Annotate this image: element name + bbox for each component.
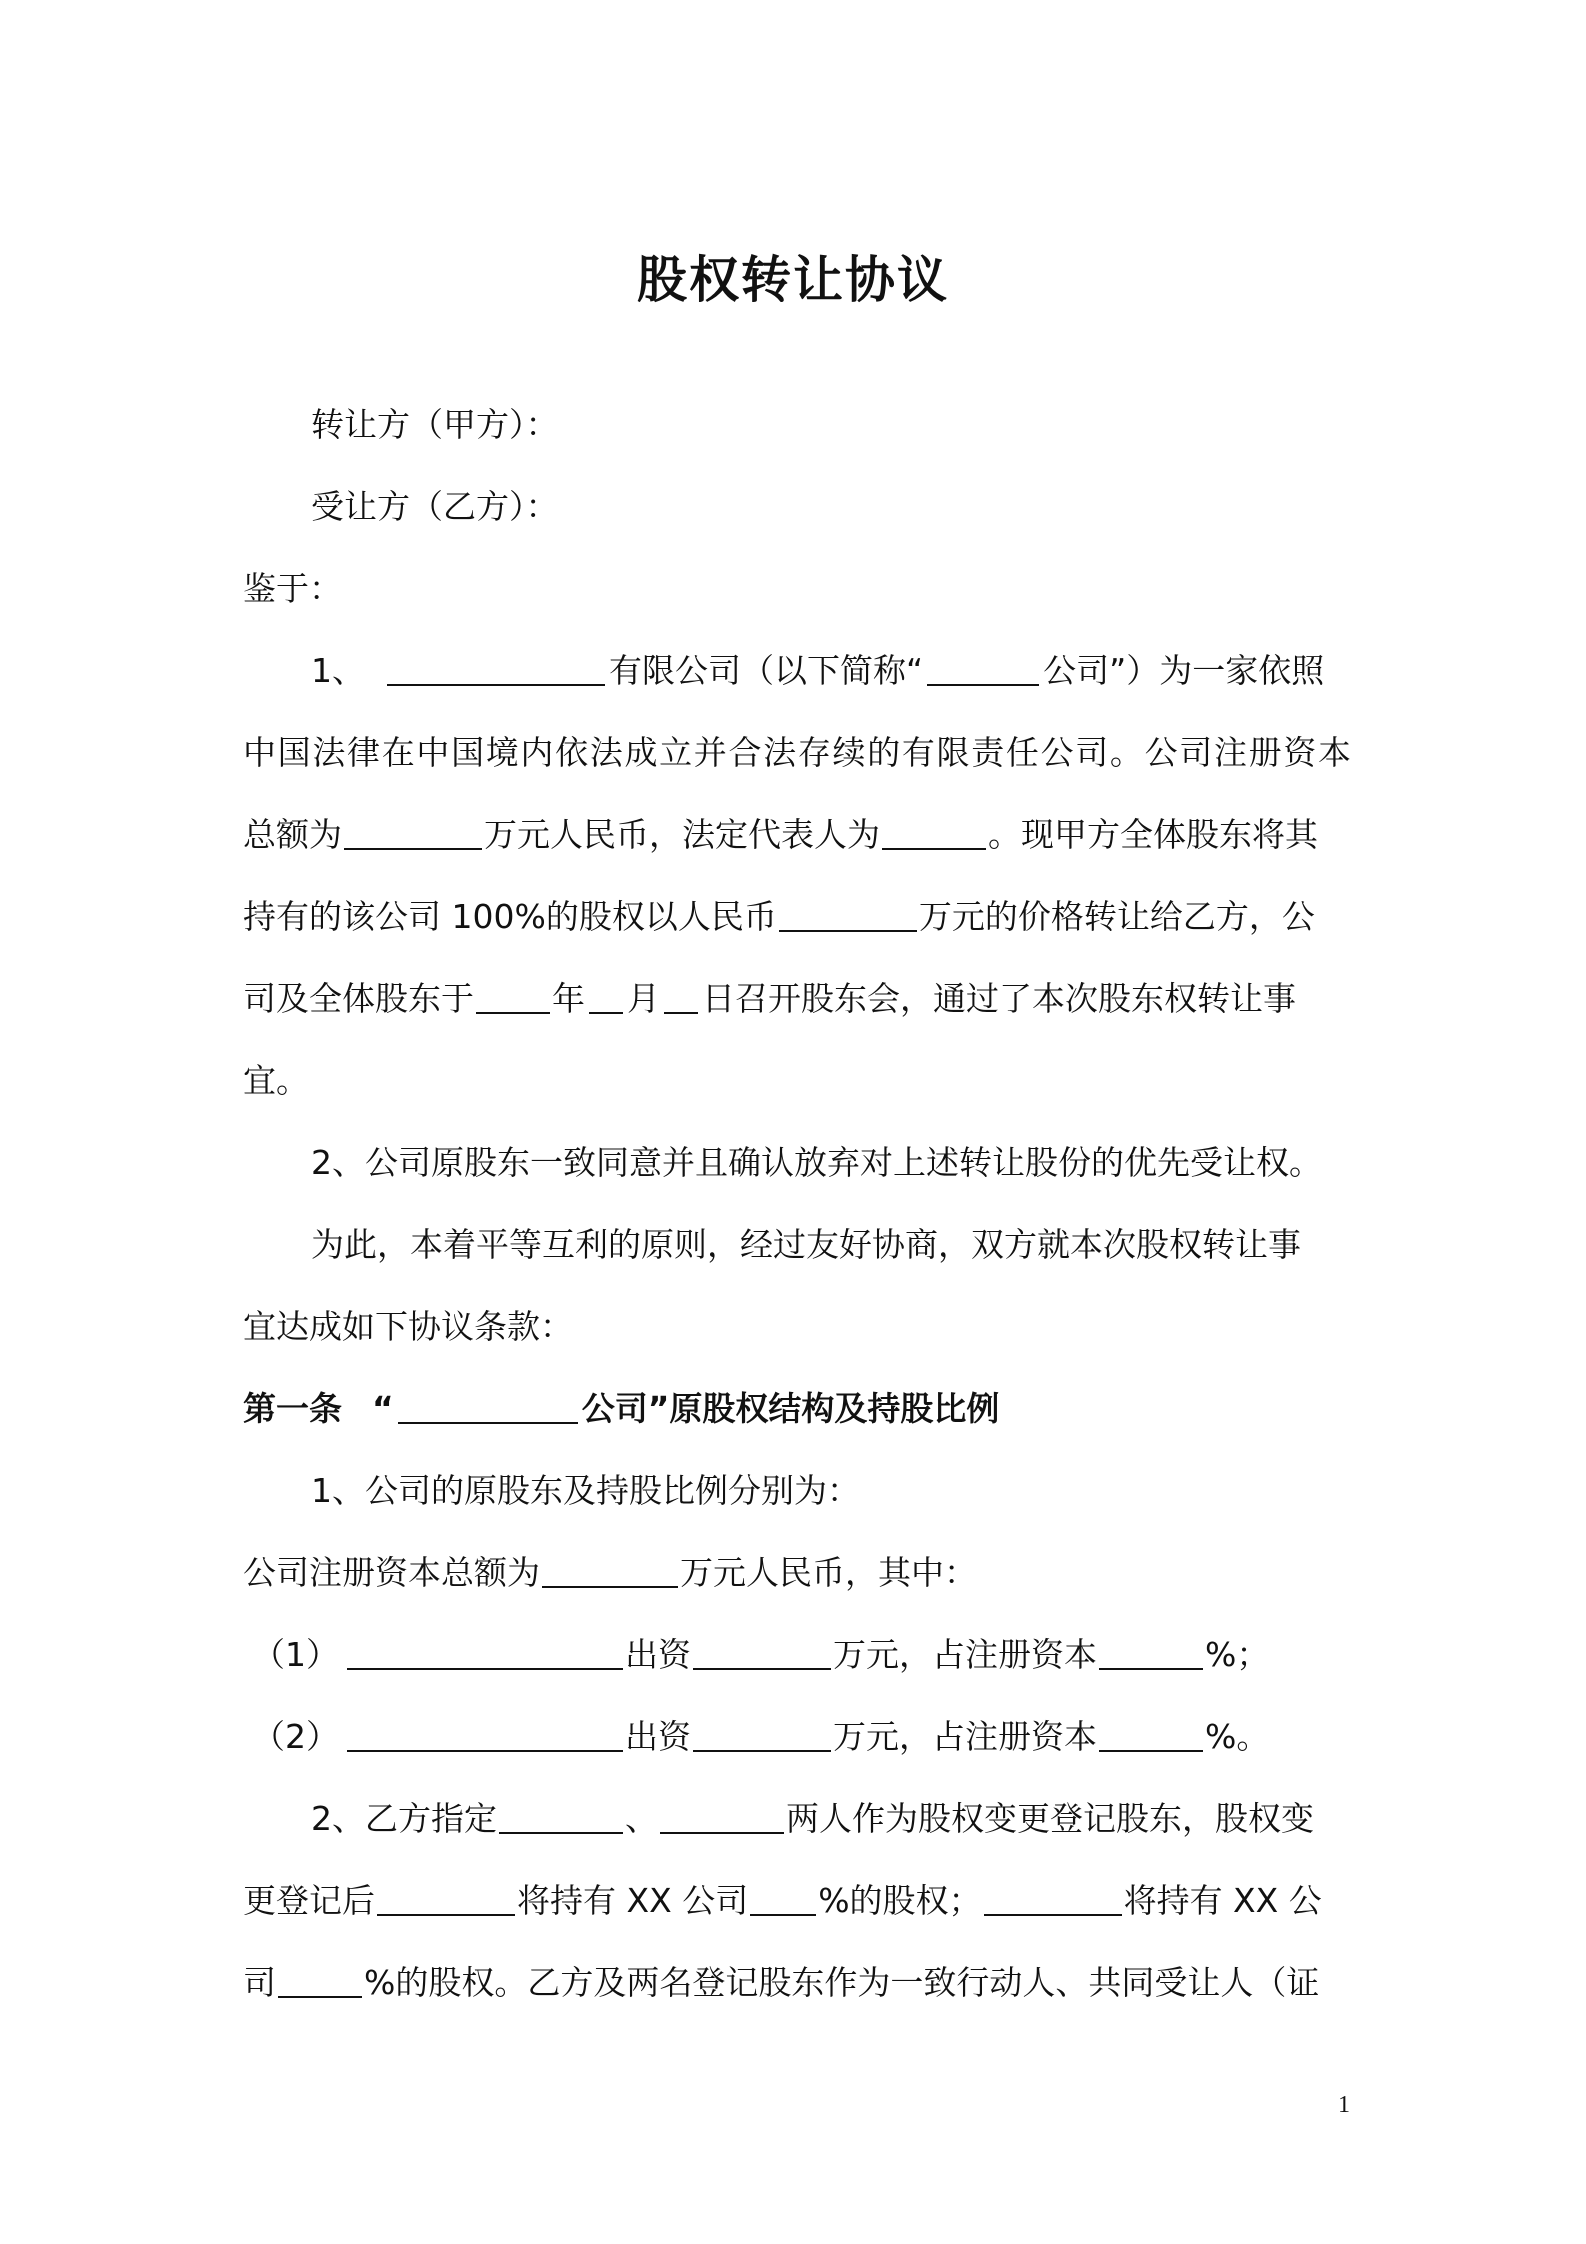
whereas-label: 鉴于： — [243, 569, 342, 608]
text-segment: 。现甲方全体股东将其 — [988, 815, 1318, 854]
contribution-blank — [693, 1638, 831, 1670]
day-blank — [664, 982, 698, 1014]
capital-amount-blank — [542, 1556, 678, 1588]
nominee-1-blank — [499, 1802, 623, 1834]
text-segment: 万元的价格转让给乙方，公 — [918, 897, 1315, 936]
text-segment: 司及全体股东于 — [243, 979, 474, 1018]
row-number: （1） — [252, 1635, 339, 1674]
text-segment: 1、公司的原股东及持股比例分别为： — [311, 1471, 860, 1510]
clause-1-line-1 — [311, 646, 1324, 696]
whereas-line — [243, 564, 342, 614]
quote-open: “ — [372, 1389, 394, 1428]
legal-rep-blank — [882, 818, 986, 850]
shareholder-name-blank — [347, 1720, 623, 1752]
text-segment: 万元，占注册资本 — [833, 1717, 1097, 1756]
text-segment: 有限公司（以下简称“ — [609, 651, 924, 690]
preamble-line-2 — [243, 1302, 573, 1352]
nominee-2-blank — [660, 1802, 784, 1834]
holder-2-blank — [984, 1884, 1122, 1916]
clause-1-line-5 — [243, 974, 1296, 1024]
text-segment: %。 — [1205, 1717, 1270, 1756]
transferor-line — [311, 400, 559, 450]
clause-1-line-6 — [243, 1056, 309, 1106]
text-segment: 1、 — [311, 651, 365, 690]
text-segment: %； — [1205, 1635, 1270, 1674]
text-segment: 持有的该公司 100%的股权以人民币 — [243, 897, 777, 936]
shareholder-name-blank — [347, 1638, 623, 1670]
shareholder-row-1 — [252, 1630, 1269, 1680]
text-segment: 2、公司原股东一致同意并且确认放弃对上述转让股份的优先受让权。 — [311, 1143, 1322, 1182]
text-segment: 宜。 — [243, 1061, 309, 1100]
text-segment: 公司注册资本总额为 — [243, 1553, 540, 1592]
company-name-blank — [387, 654, 605, 686]
text-segment: 公司”）为一家依照 — [1043, 651, 1325, 690]
document-title: 股权转让协议 — [637, 251, 949, 309]
clause-2-line — [311, 1138, 1322, 1188]
text-segment: 中国法律在中国境内依法成立并合法存续的有限责任公司。公司注册资本 — [243, 733, 1351, 772]
text-segment: %的股权。乙方及两名登记股东作为一致行动人、共同受让人（证 — [364, 1963, 1320, 2002]
text-segment: %的股权； — [818, 1881, 982, 1920]
text-segment: 两人作为股权变更登记股东，股权变 — [786, 1799, 1314, 1838]
text-segment: 出资 — [625, 1717, 691, 1756]
short-name-blank — [927, 654, 1039, 686]
text-segment: 日召开股东会，通过了本次股东权转让事 — [702, 979, 1296, 1018]
item-2-line-1 — [311, 1794, 1314, 1844]
price-blank — [779, 900, 917, 932]
preamble-line-1 — [311, 1220, 1301, 1270]
text-segment: 将持有 XX 公 — [1123, 1881, 1322, 1920]
article-label: 第一条 — [243, 1389, 342, 1428]
holder-2-percent-blank — [278, 1966, 362, 1998]
registered-capital-blank — [344, 818, 482, 850]
item-2-line-2 — [243, 1876, 1322, 1926]
text-segment: 将持有 XX 公司 — [517, 1881, 749, 1920]
page-number: 1 — [1338, 2092, 1350, 2118]
text-segment: 为此，本着平等互利的原则，经过友好协商，双方就本次股权转让事 — [311, 1225, 1301, 1264]
clause-1-line-4 — [243, 892, 1315, 942]
clause-1-line-2 — [243, 728, 1351, 778]
text-segment: 万元人民币，法定代表人为 — [484, 815, 880, 854]
transferor-label: 转让方（甲方）： — [311, 405, 559, 444]
percentage-blank — [1099, 1720, 1203, 1752]
percentage-blank — [1099, 1638, 1203, 1670]
text-segment: 总额为 — [243, 815, 342, 854]
capital-line — [243, 1548, 977, 1598]
text-segment: 月 — [627, 979, 660, 1018]
item-2-line-3 — [243, 1958, 1319, 2008]
holder-1-blank — [377, 1884, 515, 1916]
holder-1-percent-blank — [750, 1884, 816, 1916]
text-segment: 年 — [552, 979, 585, 1018]
text-segment: 司 — [243, 1963, 276, 2002]
text-segment: 宜达成如下协议条款： — [243, 1307, 573, 1346]
text-segment: 万元人民币，其中： — [680, 1553, 977, 1592]
clause-1-line-3 — [243, 810, 1318, 860]
article-company-blank — [398, 1392, 578, 1424]
text-segment: 、 — [625, 1799, 658, 1838]
text-segment: 出资 — [625, 1635, 691, 1674]
text-segment: 万元，占注册资本 — [833, 1635, 1097, 1674]
article-1-heading — [243, 1384, 999, 1434]
article-heading-text: 公司”原股权结构及持股比例 — [581, 1389, 1000, 1428]
year-blank — [476, 982, 550, 1014]
text-segment: 更登记后 — [243, 1881, 375, 1920]
contribution-blank — [693, 1720, 831, 1752]
month-blank — [589, 982, 623, 1014]
transferee-label: 受让方（乙方）： — [311, 487, 559, 526]
item-1-line — [311, 1466, 860, 1516]
transferee-line — [311, 482, 559, 532]
text-segment: 2、乙方指定 — [311, 1799, 497, 1838]
shareholder-row-2 — [252, 1712, 1269, 1762]
row-number: （2） — [252, 1717, 339, 1756]
